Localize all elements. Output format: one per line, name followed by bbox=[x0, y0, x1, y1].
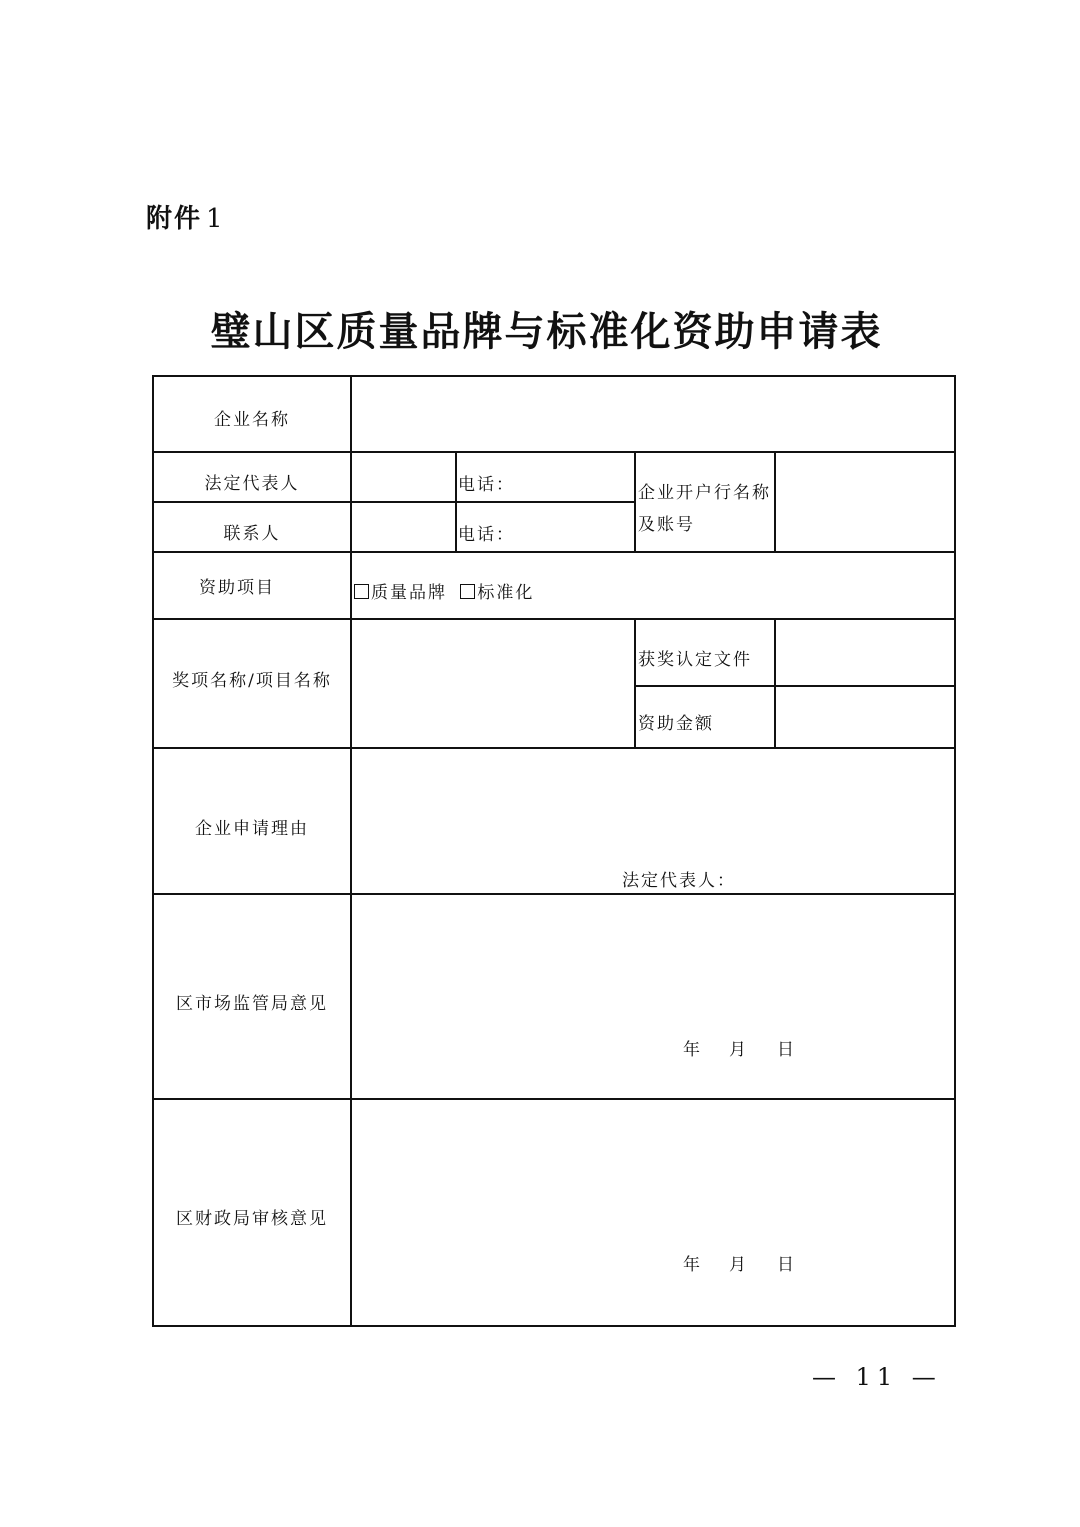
company-name-field[interactable] bbox=[354, 379, 952, 449]
bank-account-field[interactable] bbox=[778, 455, 952, 549]
row-divider bbox=[636, 685, 956, 687]
column-divider bbox=[774, 618, 776, 748]
contact-phone-label: 电话： bbox=[458, 525, 515, 545]
legal-rep-field[interactable] bbox=[354, 455, 453, 499]
row-divider bbox=[152, 1098, 956, 1100]
form-title: 璧山区质量品牌与标准化资助申请表 bbox=[210, 308, 883, 355]
row-divider bbox=[152, 551, 956, 553]
market-bureau-day: 日 bbox=[777, 1040, 796, 1060]
finance-bureau-year: 年 bbox=[683, 1255, 702, 1275]
funding-options bbox=[354, 578, 534, 603]
bank-label-line2: 及账号 bbox=[638, 515, 695, 535]
row-divider bbox=[152, 501, 636, 503]
standardization-checkbox[interactable] bbox=[460, 584, 475, 599]
award-name-field[interactable] bbox=[354, 622, 632, 745]
reason-label: 企业申请理由 bbox=[195, 819, 309, 839]
standardization-option: 标准化 bbox=[477, 583, 535, 603]
attachment-number: 1 bbox=[206, 204, 225, 234]
column-divider bbox=[350, 375, 352, 1327]
finance-bureau-day: 日 bbox=[777, 1255, 796, 1275]
column-divider bbox=[774, 451, 776, 552]
row-divider bbox=[152, 618, 956, 620]
market-bureau-month: 月 bbox=[729, 1040, 748, 1060]
column-divider bbox=[634, 451, 636, 552]
contact-field[interactable] bbox=[354, 505, 453, 549]
row-divider bbox=[152, 451, 956, 453]
company-name-label: 企业名称 bbox=[214, 410, 290, 430]
award-name-label: 奖项名称/项目名称 bbox=[172, 671, 332, 691]
quality-brand-option: 质量品牌 bbox=[371, 583, 447, 603]
finance-bureau-month: 月 bbox=[729, 1255, 748, 1275]
row-divider bbox=[152, 893, 956, 895]
page-number: — 11 — bbox=[812, 1363, 942, 1391]
bank-label-line1: 企业开户行名称 bbox=[638, 483, 771, 503]
column-divider bbox=[634, 618, 636, 748]
legal-rep-phone-field[interactable] bbox=[458, 455, 632, 499]
award-doc-field[interactable] bbox=[778, 622, 952, 683]
finance-bureau-opinion-field[interactable] bbox=[354, 1102, 952, 1323]
funding-amount-field[interactable] bbox=[778, 689, 952, 745]
legal-rep-label: 法定代表人 bbox=[204, 474, 300, 494]
market-bureau-label: 区市场监管局意见 bbox=[176, 994, 328, 1014]
market-bureau-opinion-field[interactable] bbox=[354, 897, 952, 1096]
legal-rep-phone-label: 电话： bbox=[458, 475, 515, 495]
legal-rep-signature-label: 法定代表人： bbox=[622, 871, 736, 891]
market-bureau-year: 年 bbox=[683, 1040, 702, 1060]
funding-amount-label: 资助金额 bbox=[638, 714, 714, 734]
row-divider bbox=[152, 747, 956, 749]
contact-phone-field[interactable] bbox=[458, 505, 632, 549]
award-doc-label: 获奖认定文件 bbox=[638, 650, 752, 670]
quality-brand-checkbox[interactable] bbox=[354, 584, 369, 599]
column-divider bbox=[455, 451, 457, 552]
attachment-text: 附件 bbox=[146, 204, 203, 234]
contact-label: 联系人 bbox=[223, 524, 281, 544]
attachment-label bbox=[146, 198, 225, 235]
finance-bureau-label: 区财政局审核意见 bbox=[176, 1209, 328, 1229]
funding-item-label: 资助项目 bbox=[199, 578, 275, 598]
